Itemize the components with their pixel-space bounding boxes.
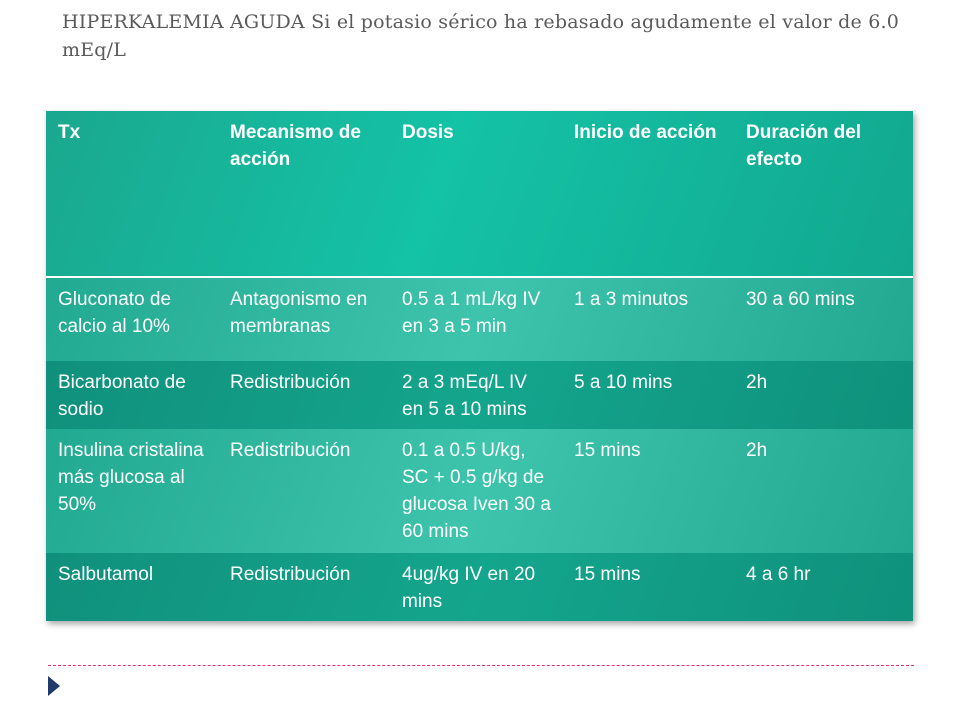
table-cell: Redistribución	[230, 440, 351, 461]
slide-title: HIPERKALEMIA AGUDA Si el potasio sérico ha rebasado agudamente el valor de 6.0 mEq/L	[62, 11, 900, 61]
table-cell: 0.5 a 1 mL/kg IV en 3 a 5 min	[402, 289, 541, 337]
table-cell: 0.1 a 0.5 U/kg, SC + 0.5 g/kg de glucosa Iven 30 a 60 mins	[402, 440, 551, 542]
table-cell: Antagonismo en membranas	[230, 289, 368, 337]
table-cell: Insulina cristalina más glucosa al 50%	[58, 440, 204, 515]
table-cell: 15 mins	[574, 564, 641, 585]
table-row	[46, 361, 913, 429]
table-cell: 2 a 3 mEq/L IV en 5 a 10 mins	[402, 372, 527, 420]
treatment-table-container	[46, 111, 913, 621]
treatment-table	[46, 111, 913, 621]
table-cell: Redistribución	[230, 564, 351, 585]
footer-divider	[48, 665, 914, 666]
table-cell: 30 a 60 mins	[746, 289, 855, 310]
table-cell: 4ug/kg IV en 20 mins	[402, 564, 536, 612]
table-header-row	[46, 111, 913, 277]
column-header: Inicio de acción	[574, 122, 717, 143]
table-row	[46, 429, 913, 553]
table-cell: 4 a 6 hr	[746, 564, 811, 585]
column-header: Tx	[58, 122, 81, 143]
column-header: Mecanismo de acción	[230, 122, 361, 170]
column-header: Dosis	[402, 122, 454, 143]
table-cell: 1 a 3 minutos	[574, 289, 689, 310]
table-cell: Bicarbonato de sodio	[58, 372, 186, 420]
table-cell: 2h	[746, 372, 768, 393]
table-cell: 2h	[746, 440, 768, 461]
table-row	[46, 277, 913, 361]
column-header: Duración del efecto	[746, 122, 862, 170]
table-cell: 5 a 10 mins	[574, 372, 673, 393]
table-cell: 15 mins	[574, 440, 641, 461]
table-cell: Redistribución	[230, 372, 351, 393]
table-cell: Salbutamol	[58, 564, 154, 585]
table-cell: Gluconato de calcio al 10%	[58, 289, 172, 337]
triangle-right-icon	[48, 676, 60, 696]
table-row	[46, 553, 913, 621]
